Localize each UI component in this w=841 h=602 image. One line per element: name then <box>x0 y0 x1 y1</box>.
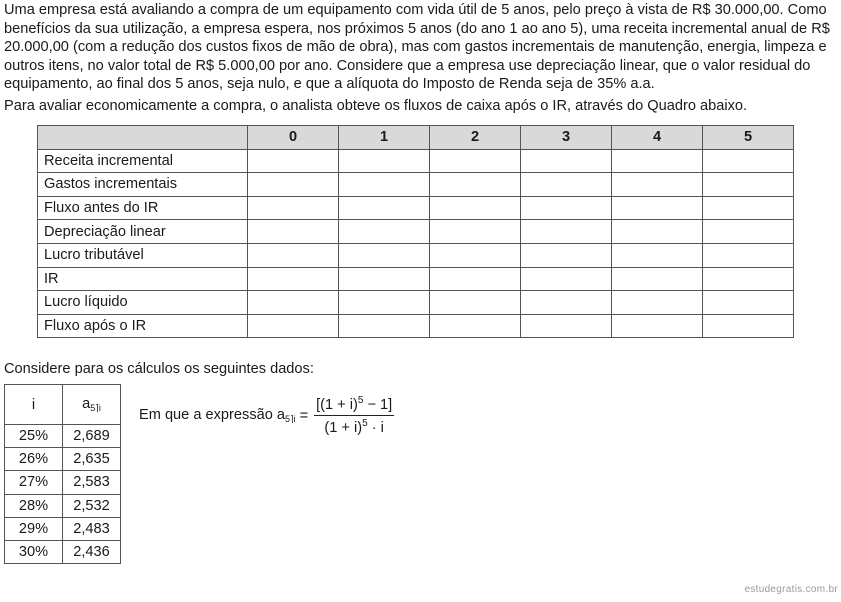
year-header: 3 <box>521 126 612 150</box>
row-label: Lucro tributável <box>38 243 248 267</box>
row-label: Lucro líquido <box>38 291 248 315</box>
rate-row <box>5 517 121 540</box>
factor-cell: 2,689 <box>63 425 121 448</box>
year-header: 4 <box>612 126 703 150</box>
factor-cell: 2,583 <box>63 471 121 494</box>
empty-cell <box>703 149 794 173</box>
empty-cell <box>248 291 339 315</box>
empty-cell <box>248 314 339 338</box>
empty-cell <box>612 314 703 338</box>
cash-flow-row <box>38 220 794 244</box>
factor-cell: 2,483 <box>63 517 121 540</box>
empty-cell <box>248 173 339 197</box>
year-header: 5 <box>703 126 794 150</box>
formula-equals: = <box>299 407 309 424</box>
empty-cell <box>521 243 612 267</box>
empty-cell <box>339 314 430 338</box>
row-label: Receita incremental <box>38 149 248 173</box>
rates-header-row <box>5 385 121 425</box>
empty-cell <box>339 149 430 173</box>
rate-row <box>5 494 121 517</box>
factor-header: $a_{5⌉i}$ <box>63 385 121 425</box>
rate-row <box>5 448 121 471</box>
empty-cell <box>248 243 339 267</box>
annuity-factor-table <box>4 384 121 564</box>
empty-cell <box>521 220 612 244</box>
empty-cell <box>703 291 794 315</box>
empty-cell <box>430 220 521 244</box>
empty-cell <box>703 173 794 197</box>
factor-cell: 2,635 <box>63 448 121 471</box>
cash-flow-row <box>38 267 794 291</box>
cash-flow-header-row <box>38 126 794 150</box>
empty-cell <box>612 196 703 220</box>
empty-cell <box>521 173 612 197</box>
year-header: 1 <box>339 126 430 150</box>
cash-flow-row <box>38 243 794 267</box>
cash-flow-row <box>38 314 794 338</box>
year-header: 2 <box>430 126 521 150</box>
empty-cell <box>430 314 521 338</box>
cash-flow-table <box>37 125 794 338</box>
empty-cell <box>612 173 703 197</box>
factor-cell: 2,532 <box>63 494 121 517</box>
rate-cell: 30% <box>5 540 63 563</box>
empty-cell <box>521 314 612 338</box>
row-label: Depreciação linear <box>38 220 248 244</box>
rate-cell: 27% <box>5 471 63 494</box>
empty-cell <box>430 267 521 291</box>
data-intro: Considere para os cálculos os seguintes dados: <box>4 361 314 377</box>
annuity-formula <box>139 395 394 436</box>
intro-paragraph: Uma empresa está avaliando a compra de um equipamento com vida útil de 5 anos, pelo preço à vista de R$ 30.000,00. Como benefícios da sua utilização, a empresa espera, nos próximos 5 anos (do ano 1 ao ano 5), uma receita incremental anual de R$ 20.000,00 (com a redução dos custos fixos de mão de obra), mas com gastos incrementais de manutenção, energia, limpeza e outros itens, no valor total de R$ 5.000,00 por ano. Considere que a empresa use depreciação linear, que o valor residual do equipamento, ao final dos 5 anos, seja nulo, e que a alíquota do Imposto de Renda seja de 35% a.a. <box>4 2 830 93</box>
empty-cell <box>612 267 703 291</box>
header-corner-cell <box>38 126 248 150</box>
empty-cell <box>703 243 794 267</box>
empty-cell <box>430 196 521 220</box>
empty-cell <box>430 149 521 173</box>
watermark: estudegratis.com.br <box>744 584 838 595</box>
empty-cell <box>612 291 703 315</box>
cash-flow-row <box>38 196 794 220</box>
rate-cell: 25% <box>5 425 63 448</box>
row-label: Gastos incrementais <box>38 173 248 197</box>
year-header: 0 <box>248 126 339 150</box>
empty-cell <box>248 220 339 244</box>
formula-numerator: $[(1 + i)^5 - 1]$ <box>314 395 394 416</box>
empty-cell <box>612 149 703 173</box>
rate-row <box>5 471 121 494</box>
empty-cell <box>703 314 794 338</box>
instruction-paragraph: Para avaliar economicamente a compra, o analista obteve os fluxos de caixa após o IR, através do Quadro abaixo. <box>4 98 748 114</box>
empty-cell <box>612 243 703 267</box>
rate-row <box>5 540 121 563</box>
empty-cell <box>703 267 794 291</box>
rate-cell: 29% <box>5 517 63 540</box>
empty-cell <box>521 267 612 291</box>
cash-flow-row <box>38 149 794 173</box>
empty-cell <box>339 291 430 315</box>
row-label: Fluxo antes do IR <box>38 196 248 220</box>
empty-cell <box>248 149 339 173</box>
empty-cell <box>521 291 612 315</box>
empty-cell <box>430 243 521 267</box>
empty-cell <box>521 196 612 220</box>
rate-cell: 28% <box>5 494 63 517</box>
empty-cell <box>339 267 430 291</box>
empty-cell <box>521 149 612 173</box>
empty-cell <box>339 196 430 220</box>
empty-cell <box>430 173 521 197</box>
empty-cell <box>703 196 794 220</box>
row-label: Fluxo após o IR <box>38 314 248 338</box>
empty-cell <box>339 173 430 197</box>
formula-lead: Em que a expressão $a_{5⌉i}$ <box>139 406 296 424</box>
factor-cell: 2,436 <box>63 540 121 563</box>
rate-cell: 26% <box>5 448 63 471</box>
empty-cell <box>612 220 703 244</box>
cash-flow-row <box>38 173 794 197</box>
empty-cell <box>430 291 521 315</box>
empty-cell <box>703 220 794 244</box>
empty-cell <box>248 267 339 291</box>
formula-fraction <box>314 395 394 436</box>
empty-cell <box>339 220 430 244</box>
cash-flow-row <box>38 291 794 315</box>
formula-denominator: $(1 + i)^5 \cdot i$ <box>324 418 384 436</box>
rate-row <box>5 425 121 448</box>
empty-cell <box>339 243 430 267</box>
rate-header: i <box>5 385 63 425</box>
empty-cell <box>248 196 339 220</box>
row-label: IR <box>38 267 248 291</box>
